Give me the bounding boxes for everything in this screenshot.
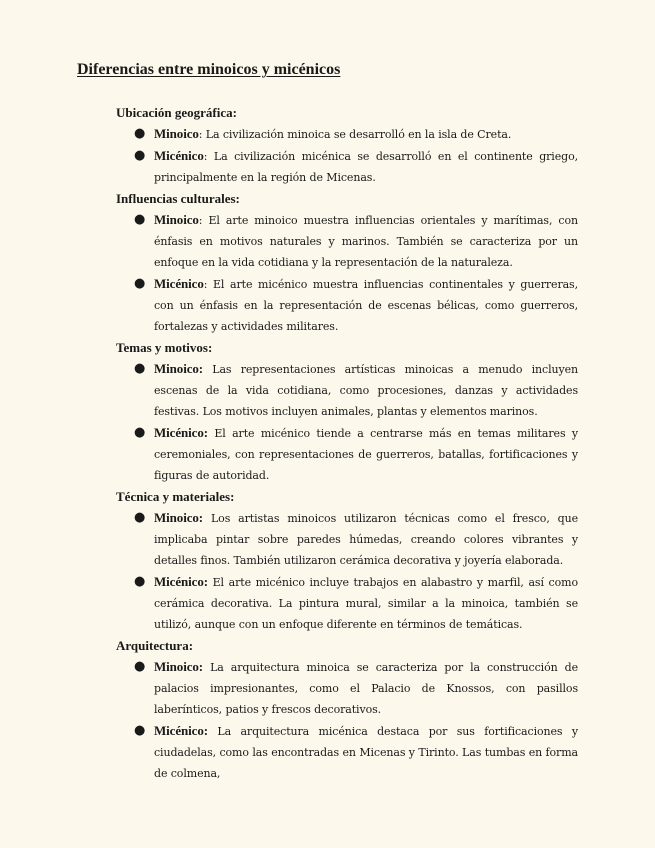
bullet-list	[116, 358, 578, 486]
bullet-icon: ●	[134, 425, 146, 440]
bullet-list	[116, 209, 578, 337]
item-text: La arquitectura minoica se caracteriza por la construcción de palacios impresionantes, como el Palacio de Knossos, con pasillos laberínticos, patios y frescos decorativos.	[154, 661, 578, 716]
list-item	[116, 209, 578, 273]
item-text: La arquitectura micénica destaca por sus fortificaciones y ciudadelas, como las encontradas en Micenas y Tirinto. Las tumbas en forma de colmena,	[154, 725, 578, 780]
item-label: Micénico:	[154, 574, 208, 589]
bullet-list	[116, 123, 578, 188]
bullet-icon: ●	[134, 659, 146, 674]
item-label: Micénico	[154, 148, 204, 163]
bullet-icon: ●	[134, 361, 146, 376]
bullet-icon: ●	[134, 212, 146, 227]
section-ubicacion	[116, 102, 578, 188]
list-item	[116, 571, 578, 635]
bullet-icon: ●	[134, 574, 146, 589]
list-item	[116, 422, 578, 486]
bullet-list	[116, 507, 578, 635]
section-heading: Temas y motivos:	[116, 340, 213, 355]
section-influencias	[116, 188, 578, 337]
section-tecnica	[116, 486, 578, 635]
bullet-icon: ●	[134, 126, 146, 141]
item-label: Minoico:	[154, 659, 204, 674]
section-heading: Arquitectura:	[116, 638, 194, 653]
item-label: Minoico	[154, 212, 199, 227]
item-text: : La civilización micénica se desarrolló en el continente griego, principalmente en la región de Micenas.	[154, 150, 578, 184]
list-item	[116, 273, 578, 337]
bullet-icon: ●	[134, 510, 146, 525]
item-label: Minoico	[154, 126, 199, 141]
document-body	[116, 102, 578, 784]
bullet-list	[116, 656, 578, 784]
section-heading: Influencias culturales:	[116, 191, 240, 206]
item-label: Micénico:	[154, 723, 208, 738]
item-text: : El arte minoico muestra influencias orientales y marítimas, con énfasis en motivos naturales y marinos. También se caracteriza por un enfoque en la vida cotidiana y la representación de la naturaleza.	[154, 214, 578, 269]
item-text: El arte micénico tiende a centrarse más en temas militares y ceremoniales, con representaciones de guerreros, batallas, fortificaciones y figuras de autoridad.	[154, 427, 578, 482]
item-text: Los artistas minoicos utilizaron técnicas como el fresco, que implicaba pintar sobre paredes húmedas, creando colores vibrantes y detalles finos. También utilizaron cerámica decorativa y joyería elaborada.	[154, 512, 578, 567]
list-item	[116, 720, 578, 784]
item-label: Minoico:	[154, 510, 204, 525]
list-item	[116, 656, 578, 720]
item-text: : La civilización minoica se desarrolló en la isla de Creta.	[198, 128, 512, 141]
section-arquitectura	[116, 635, 578, 784]
list-item	[116, 507, 578, 571]
list-item	[116, 123, 578, 145]
item-label: Micénico	[154, 276, 204, 291]
section-temas	[116, 337, 578, 486]
item-label: Micénico:	[154, 425, 208, 440]
list-item	[116, 145, 578, 188]
document-title: Diferencias entre minoicos y micénicos	[77, 61, 341, 78]
bullet-icon: ●	[134, 723, 146, 738]
item-label: Minoico:	[154, 361, 204, 376]
list-item	[116, 358, 578, 422]
item-text: Las representaciones artísticas minoicas a menudo incluyen escenas de la vida cotidiana, como procesiones, danzas y actividades festivas. Los motivos incluyen animales, plantas y elementos marinos.	[154, 363, 578, 418]
item-text: El arte micénico incluye trabajos en alabastro y marfil, así como cerámica decorativa. La pintura mural, similar a la minoica, también se utilizó, aunque con un enfoque diferente en términos de temáticas.	[154, 576, 578, 631]
section-heading: Técnica y materiales:	[116, 489, 235, 504]
bullet-icon: ●	[134, 148, 146, 163]
section-heading: Ubicación geográfica:	[116, 105, 237, 120]
item-text: : El arte micénico muestra influencias continentales y guerreras, con un énfasis en la representación de escenas bélicas, como guerreros, fortalezas y actividades militares.	[154, 278, 578, 333]
bullet-icon: ●	[134, 276, 146, 291]
